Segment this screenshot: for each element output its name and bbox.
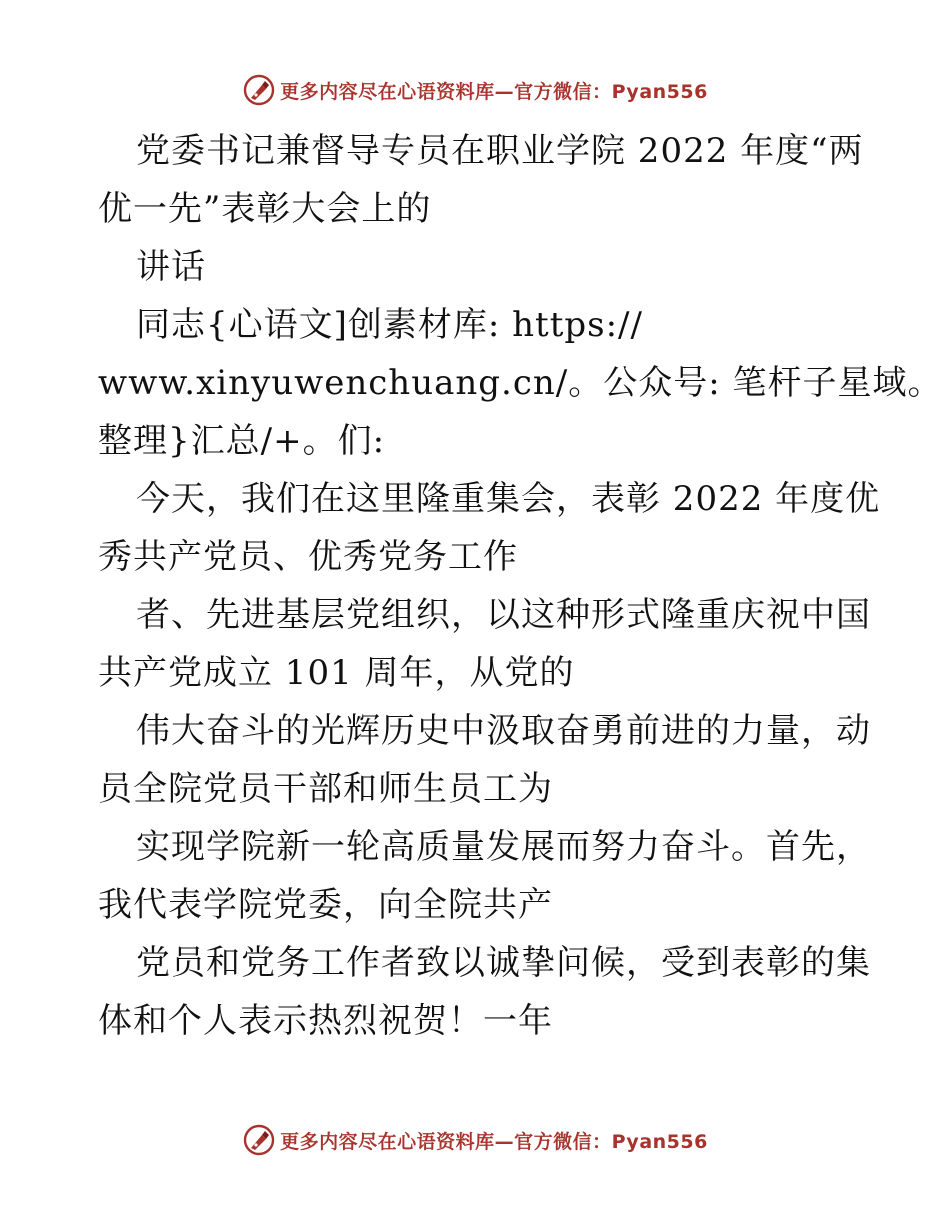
text-line: 秀共产党员、优秀党务工作 (98, 537, 518, 577)
text-line: 者、先进基层党组织，以这种形式隆重庆祝中国 (136, 595, 871, 635)
footer-banner (0, 1120, 950, 1160)
pen-nib-logo-icon (242, 73, 276, 107)
text-line: 员全院党员干部和师生员工为 (98, 769, 553, 809)
text-line: 党委书记兼督导专员在职业学院 2022 年度“两 (136, 131, 864, 171)
header-banner-text: 更多内容尽在心语资料库—官方微信：Pyan556 (280, 80, 708, 103)
text-line: www.xinyuwenchuang.cn/。公众号: 笔杆子星域。 (98, 363, 943, 403)
text-line: 整理}汇总/+。们: (98, 421, 386, 461)
text-line: 优一先”表彰大会上的 (98, 189, 432, 229)
text-line: 共产党成立 101 周年，从党的 (98, 653, 575, 693)
footer-banner-text: 更多内容尽在心语资料库—官方微信：Pyan556 (280, 1130, 708, 1153)
text-line: 实现学院新一轮高质量发展而努力奋斗。首先， (136, 827, 871, 867)
text-line: 我代表学院党委，向全院共产 (98, 885, 553, 925)
text-line: 党员和党务工作者致以诚挚问候，受到表彰的集 (136, 943, 871, 983)
text-line: 体和个人表示热烈祝贺！一年 (98, 1001, 553, 1041)
text-line: 今天，我们在这里隆重集会，表彰 2022 年度优 (136, 479, 881, 519)
document-body (98, 122, 943, 1050)
text-line: 伟大奋斗的光辉历史中汲取奋勇前进的力量，动 (136, 711, 871, 751)
text-line: 讲话 (136, 247, 206, 287)
pen-nib-logo-icon (242, 1123, 276, 1157)
text-line: 同志{心语文]创素材库: https:// (136, 305, 643, 345)
header-banner (0, 70, 950, 110)
